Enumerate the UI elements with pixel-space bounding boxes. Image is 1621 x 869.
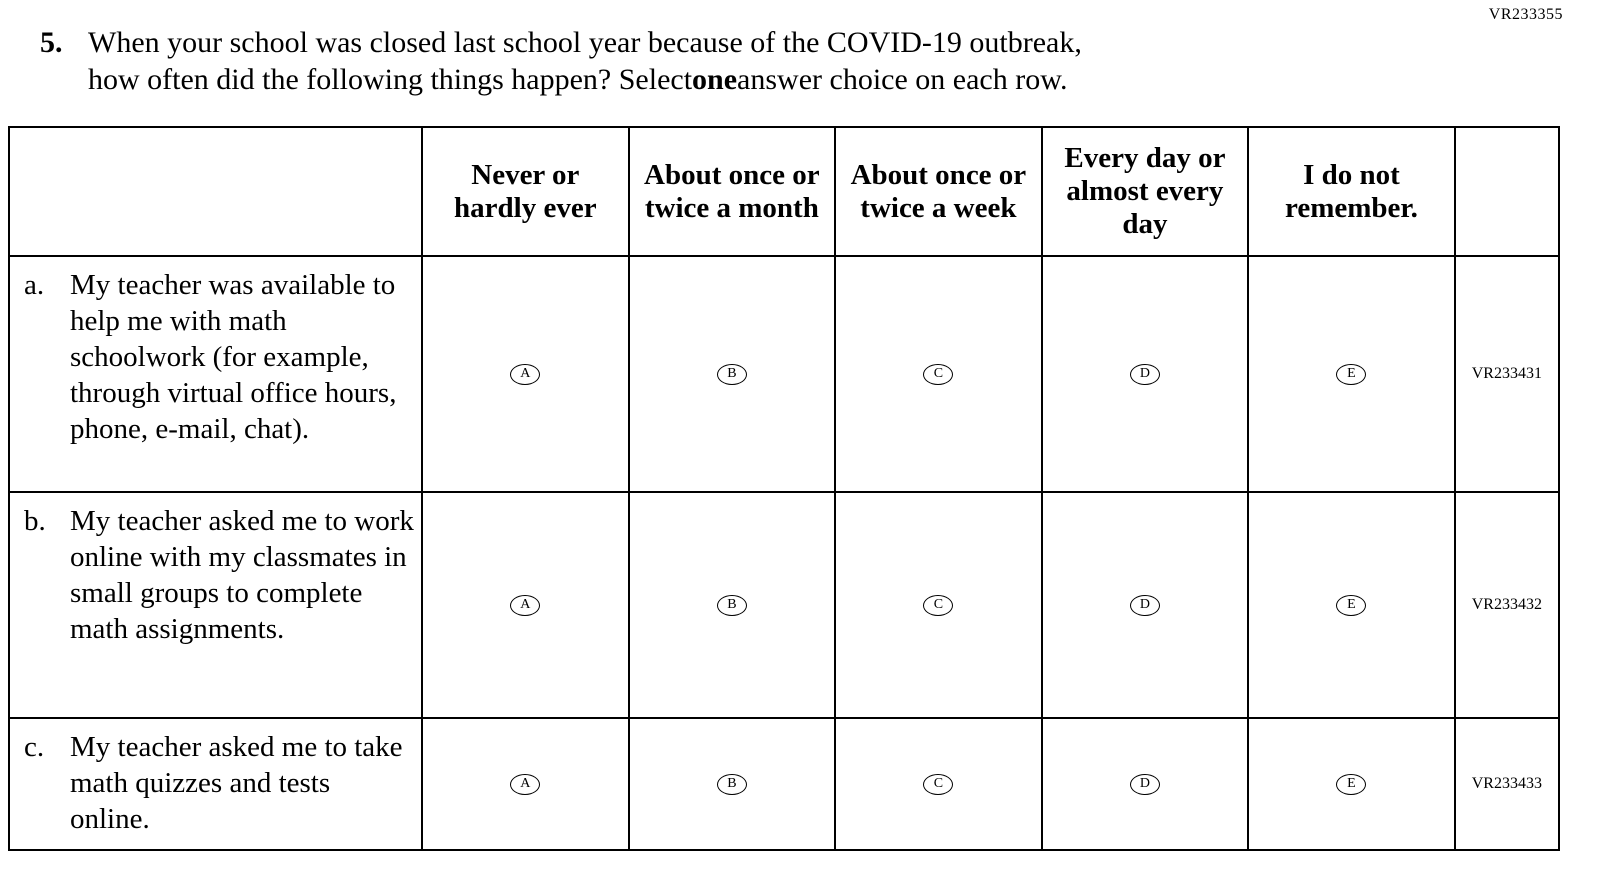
row-c-option-a-bubble[interactable]: A xyxy=(510,774,540,795)
col-header-vr-blank xyxy=(1455,127,1559,256)
row-b-option-b-cell xyxy=(629,492,836,718)
col-header-do-not-remember: I do not remember. xyxy=(1248,127,1455,256)
row-c-letter: c. xyxy=(24,731,45,763)
col-header-blank xyxy=(9,127,422,256)
row-c-statement-cell xyxy=(9,718,422,850)
row-b-option-b-bubble[interactable]: B xyxy=(717,595,747,616)
row-b-option-c-bubble[interactable]: C xyxy=(923,595,953,616)
row-b-statement-cell xyxy=(9,492,422,718)
row-b-statement: My teacher asked me to work online with my classmates in small groups to complete math assignments. xyxy=(70,505,414,645)
question-line-2 xyxy=(40,61,1561,98)
row-c-option-b-bubble[interactable]: B xyxy=(717,774,747,795)
row-b-option-c-cell xyxy=(835,492,1042,718)
row-a-option-a-cell xyxy=(422,256,629,492)
question-text-line-1: When your school was closed last school year because of the COVID-19 outbreak, xyxy=(88,26,1082,59)
row-a-option-d-bubble[interactable]: D xyxy=(1130,364,1160,385)
question-text-line-2-pre: how often did the following things happen? Select xyxy=(88,63,693,96)
row-b-option-a-cell xyxy=(422,492,629,718)
row-c-option-d-cell xyxy=(1042,718,1249,850)
row-a-option-c-bubble[interactable]: C xyxy=(923,364,953,385)
row-b-vr-code: VR233432 xyxy=(1455,492,1559,718)
row-c-option-c-cell xyxy=(835,718,1042,850)
row-a-option-b-bubble[interactable]: B xyxy=(717,364,747,385)
col-header-once-twice-month: About once or twice a month xyxy=(629,127,836,256)
row-b-option-e-bubble[interactable]: E xyxy=(1336,595,1366,616)
question-text-line-2-post: answer choice on each row. xyxy=(737,63,1068,96)
col-header-never-hardly-ever: Never or hardly ever xyxy=(422,127,629,256)
row-c-option-d-bubble[interactable]: D xyxy=(1130,774,1160,795)
row-c-option-e-bubble[interactable]: E xyxy=(1336,774,1366,795)
question-line-1 xyxy=(40,24,1561,61)
row-a-option-c-cell xyxy=(835,256,1042,492)
row-c-option-a-cell xyxy=(422,718,629,850)
row-b-option-d-bubble[interactable]: D xyxy=(1130,595,1160,616)
row-b-option-a-bubble[interactable]: A xyxy=(510,595,540,616)
row-a-statement: My teacher was available to help me with math schoolwork (for example, through virtual office hours, phone, e-mail, chat). xyxy=(70,269,397,445)
row-a-option-a-bubble[interactable]: A xyxy=(510,364,540,385)
row-b-option-e-cell xyxy=(1248,492,1455,718)
question-text-bold-one: one xyxy=(692,63,738,96)
row-b-letter: b. xyxy=(24,505,46,537)
row-c-statement: My teacher asked me to take math quizzes and tests online. xyxy=(70,731,403,835)
col-header-every-day: Every day or almost every day xyxy=(1042,127,1249,256)
row-a-option-b-cell xyxy=(629,256,836,492)
row-c-vr-code: VR233433 xyxy=(1455,718,1559,850)
row-a-option-e-cell xyxy=(1248,256,1455,492)
row-c-option-e-cell xyxy=(1248,718,1455,850)
row-a-letter: a. xyxy=(24,269,45,301)
page-vr-code: VR233355 xyxy=(1488,6,1563,23)
row-a-option-e-bubble[interactable]: E xyxy=(1336,364,1366,385)
row-b-option-d-cell xyxy=(1042,492,1249,718)
table-row-a xyxy=(9,256,1559,492)
row-a-vr-code: VR233431 xyxy=(1455,256,1559,492)
question-number: 5. xyxy=(40,26,63,59)
row-c-option-b-cell xyxy=(629,718,836,850)
frequency-matrix-table xyxy=(8,126,1560,851)
header-row xyxy=(9,127,1559,256)
col-header-once-twice-week: About once or twice a week xyxy=(835,127,1042,256)
table-row-c xyxy=(9,718,1559,850)
row-c-option-c-bubble[interactable]: C xyxy=(923,774,953,795)
question-block xyxy=(0,0,1621,98)
row-a-option-d-cell xyxy=(1042,256,1249,492)
table-row-b xyxy=(9,492,1559,718)
row-a-statement-cell xyxy=(9,256,422,492)
